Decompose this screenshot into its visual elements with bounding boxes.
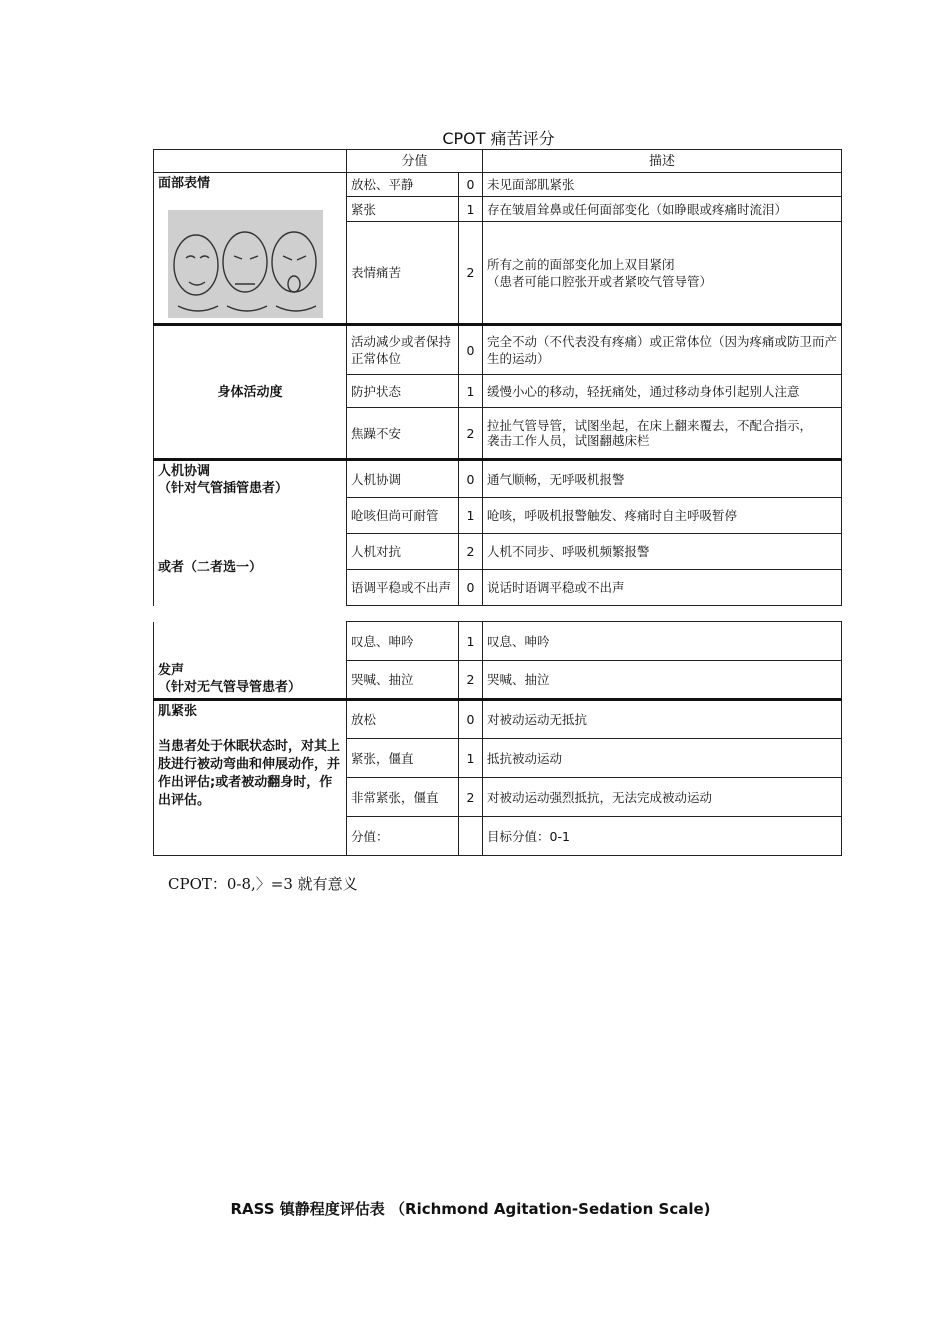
muscle-instruction: 当患者处于休眠状态时，对其上肢进行被动弯曲和伸展动作，并作出评估;或者被动翻身时，作出评估。 xyxy=(158,739,341,808)
body-row0-score: 0 xyxy=(459,325,483,375)
face-expressions-image xyxy=(168,210,323,318)
body-row2-label: 焦躁不安 xyxy=(347,408,459,460)
body-row1-desc: 缓慢小心的移动，轻抚痛处，通过移动身体引起别人注意 xyxy=(483,375,842,408)
muscle-category xyxy=(154,700,347,856)
muscle-row2-desc: 对被动运动强烈抵抗，无法完成被动运动 xyxy=(483,778,842,817)
total-target: 目标分值：0-1 xyxy=(483,817,842,856)
cpot-table-part1 xyxy=(153,149,842,606)
vent-row3-label: 语调平稳或不出声 xyxy=(347,570,459,606)
face-category xyxy=(154,173,347,325)
muscle-row2-score: 2 xyxy=(459,778,483,817)
face-row0-desc: 未见面部肌紧张 xyxy=(483,173,842,197)
muscle-row0-label: 放松 xyxy=(347,700,459,739)
vocal-row1-desc: 哭喊、抽泣 xyxy=(483,661,842,700)
vocal-row1-label: 哭喊、抽泣 xyxy=(347,661,459,700)
face-row2-desc: 所有之前的面部变化加上双目紧闭 （患者可能口腔张开或者紧咬气管导管） xyxy=(483,222,842,325)
vent-row2-label: 人机对抗 xyxy=(347,534,459,570)
vent-row3-desc: 说话时语调平稳或不出声 xyxy=(483,570,842,606)
face-row0-score: 0 xyxy=(459,173,483,197)
body-row0-label: 活动减少或者保持正常体位 xyxy=(347,325,459,375)
vent-row0-desc: 通气顺畅，无呼吸机报警 xyxy=(483,460,842,498)
face-row1-desc: 存在皱眉耸鼻或任何面部变化（如睁眼或疼痛时流泪） xyxy=(483,197,842,222)
vent-row0-score: 0 xyxy=(459,460,483,498)
face-row1-score: 1 xyxy=(459,197,483,222)
muscle-row2-label: 非常紧张，僵直 xyxy=(347,778,459,817)
rass-title: RASS 镇静程度评估表 （Richmond Agitation-Sedation Scale) xyxy=(230,1200,711,1218)
vocal-row0-desc: 叹息、呻吟 xyxy=(483,622,842,661)
face-row0-label: 放松、平静 xyxy=(347,173,459,197)
vent-category-label: 人机协调 （针对气管插管患者） xyxy=(158,464,289,496)
vent-row2-desc: 人机不同步、呼吸机频繁报警 xyxy=(483,534,842,570)
vent-row2-score: 2 xyxy=(459,534,483,570)
cpot-table-part2 xyxy=(153,621,842,856)
body-row0-desc: 完全不动（不代表没有疼痛）或正常体位（因为疼痛或防卫而产生的运动） xyxy=(483,325,842,375)
body-row1-label: 防护状态 xyxy=(347,375,459,408)
vent-row1-desc: 呛咳，呼吸机报警触发、疼痛时自主呼吸暂停 xyxy=(483,498,842,534)
body-row2-score: 2 xyxy=(459,408,483,460)
face-row2-label: 表情痛苦 xyxy=(347,222,459,325)
cpot-note: CPOT：0-8,〉=3 就有意义 xyxy=(168,875,358,893)
header-desc: 描述 xyxy=(483,150,842,173)
vent-row3-score: 0 xyxy=(459,570,483,606)
body-row1-score: 1 xyxy=(459,375,483,408)
vent-row0-label: 人机协调 xyxy=(347,460,459,498)
cpot-title: CPOT 痛苦评分 xyxy=(442,129,555,148)
header-score: 分值 xyxy=(347,150,483,173)
vent-row1-label: 呛咳但尚可耐管 xyxy=(347,498,459,534)
muscle-row1-score: 1 xyxy=(459,739,483,778)
vocal-row0-label: 叹息、呻吟 xyxy=(347,622,459,661)
muscle-row1-label: 紧张，僵直 xyxy=(347,739,459,778)
total-score-blank xyxy=(459,817,483,856)
muscle-row1-desc: 抵抗被动运动 xyxy=(483,739,842,778)
muscle-row0-desc: 对被动运动无抵抗 xyxy=(483,700,842,739)
vent-category xyxy=(154,460,347,606)
face-category-label: 面部表情 xyxy=(158,176,211,191)
body-row2-desc: 拉扯气管导管，试图坐起，在床上翻来覆去，不配合指示， 袭击工作人员，试图翻越床栏 xyxy=(483,408,842,460)
face-row2-score: 2 xyxy=(459,222,483,325)
muscle-category-label: 肌紧张 xyxy=(158,704,198,719)
muscle-row0-score: 0 xyxy=(459,700,483,739)
vocal-row1-score: 2 xyxy=(459,661,483,700)
vent-row1-score: 1 xyxy=(459,498,483,534)
face-row1-label: 紧张 xyxy=(347,197,459,222)
vocal-category: 发声 （针对无气管导管患者） xyxy=(154,622,347,700)
vent-or-label: 或者（二者选一） xyxy=(158,560,263,575)
header-blank xyxy=(154,150,347,173)
body-category: 身体活动度 xyxy=(154,325,347,460)
vocal-row0-score: 1 xyxy=(459,622,483,661)
total-label: 分值： xyxy=(347,817,459,856)
